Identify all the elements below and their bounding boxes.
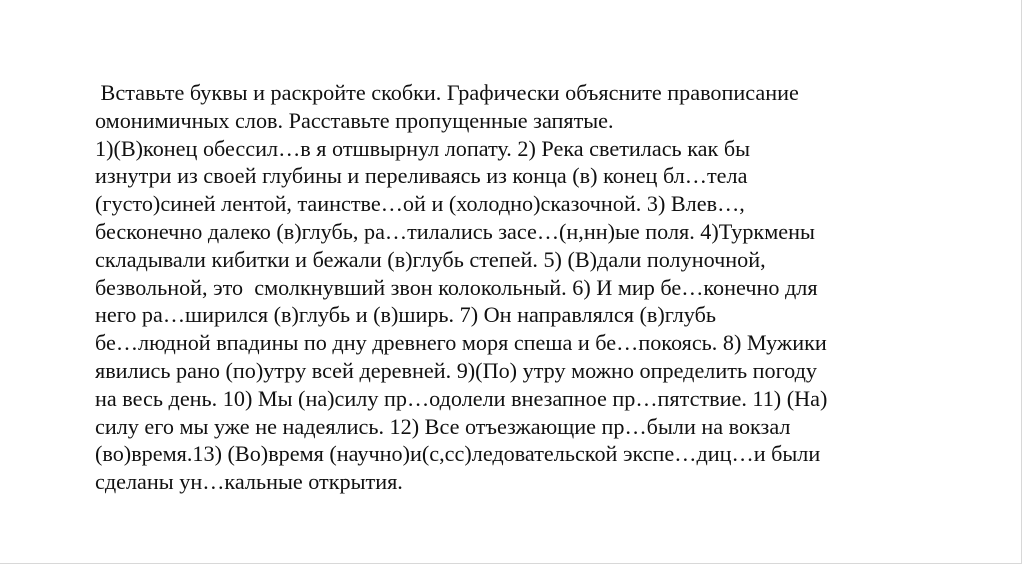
exercise-line: безвольной, это смолкнувший звон колокольный. 6) И мир бе…конечно для <box>95 274 818 300</box>
exercise-line: сделаны ун…кальные открытия. <box>95 469 403 495</box>
exercise-line: явились рано (по)утру всей деревней. 9)(По) утру можно определить погоду <box>95 357 817 383</box>
exercise-line: бесконечно далеко (в)глубь, ра…тилались засе…(н,нн)ые поля. 4)Туркмены <box>95 218 815 244</box>
instruction-paragraph <box>95 79 975 135</box>
exercise-line: складывали кибитки и бежали (в)глубь степей. 5) (В)дали полуночной, <box>95 246 766 272</box>
exercise-line: (во)время.13) (Во)время (научно)и(с,сс)ледовательской экспе…диц…и были <box>95 441 821 467</box>
exercise-paragraph <box>95 135 975 496</box>
exercise-line: 1)(В)конец обессил…в я отшвырнул лопату. 2) Река светилась как бы <box>95 135 751 161</box>
instruction-line: Вставьте буквы и раскройте скобки. Графически объясните правописание <box>95 80 799 105</box>
exercise-line: бе…людной впадины по дну древнего моря спеша и бе…покоясь. 8) Мужики <box>95 330 827 356</box>
exercise-line: изнутри из своей глубины и переливаясь из конца (в) конец бл…тела <box>95 163 748 189</box>
exercise-line: (густо)синей лентой, таинстве…ой и (холодно)сказочной. 3) Влев…, <box>95 191 745 217</box>
document-body <box>95 79 975 496</box>
exercise-line: силу его мы уже не надеялись. 12) Все отъезжающие пр…были на вокзал <box>95 413 791 439</box>
instruction-line: омонимичных слов. Расставьте пропущенные запятые. <box>95 107 614 133</box>
exercise-line: на весь день. 10) Мы (на)силу пр…одолели внезапное пр…пятствие. 11) (На) <box>95 385 828 411</box>
exercise-line: него ра…ширился (в)глубь и (в)ширь. 7) Он направлялся (в)глубь <box>95 302 716 328</box>
